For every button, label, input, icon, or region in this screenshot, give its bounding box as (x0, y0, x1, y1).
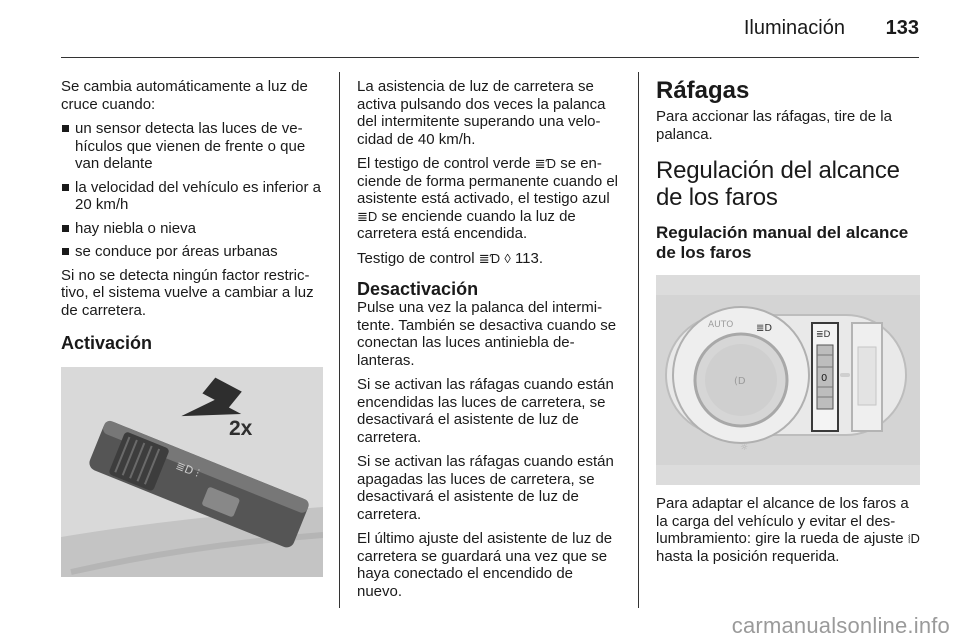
svg-text:☼: ☼ (740, 443, 749, 453)
page-header (61, 0, 919, 58)
condition-list (61, 120, 324, 261)
high-beam-icon: ≣D (357, 208, 378, 224)
deactivation-paragraph: Pulse una vez la palanca del intermitente. También se desactiva cuando se conectan las luces antiniebla delanteras. (357, 299, 617, 369)
list-item: hay niebla o nieva (61, 220, 324, 238)
memory-paragraph: El último ajuste del asistente de luz de carretera se guardará una vez que se haya conectado el encendido de nuevo. (357, 530, 613, 600)
intro-paragraph: Se cambia automáticamente a luz de cruce cuando: (61, 78, 308, 113)
svg-text:2x: 2x (229, 417, 253, 440)
heading-regulacion: Regulación del alcance de los faros (656, 157, 900, 211)
list-item: se conduce por áreas urbanas (61, 243, 324, 261)
headlight-range-icon: ⧙D (907, 531, 920, 546)
flash-on-paragraph: Si se activan las ráfagas cuando están encendidas las luces de carretera, se desactivará el asistente de luz de carretera. (357, 376, 614, 446)
column-2 (357, 78, 622, 607)
adjustment-paragraph: Para adaptar el alcance de los faros a la carga del vehículo y evitar el deslumbramiento: gire la rueda de ajuste ⧙D hasta la posición requerida. (656, 495, 920, 565)
watermark: carmanualsonline.info (731, 613, 950, 638)
flash-off-paragraph: Si se activan las ráfagas cuando están apagadas las luces de carretera, se desactivará el asistente de luz de carretera. (357, 453, 614, 523)
indicator-paragraph: El testigo de control verde ≣Ɗ se enciende de forma permanente cuando el asistente está activado, el testigo azul ≣D se enciende cuando la luz de carretera está encendida. (357, 155, 619, 242)
header-rule (61, 57, 919, 58)
svg-text:AUTO: AUTO (708, 320, 734, 330)
svg-text:0: 0 (821, 373, 828, 384)
rafagas-paragraph: Para accionar las ráfagas, tire de la palanca. (656, 108, 892, 143)
reference-paragraph: Testigo de control ≣Ɗ ◊ 113. (357, 249, 544, 267)
svg-text:≣D: ≣D (816, 330, 831, 340)
column-3 (656, 78, 920, 572)
column-1 (61, 78, 324, 577)
auto-high-beam-icon: ≣Ɗ (534, 156, 557, 171)
svg-text:≣D: ≣D (756, 323, 773, 334)
list-item: la velocidad del vehículo es inferior a 20 km/h (61, 179, 324, 214)
restriction-paragraph: Si no se detecta ningún factor restrictivo, el sistema vuelve a cambiar a luz de carretera. (61, 266, 314, 319)
column-divider-2 (638, 72, 639, 608)
heading-regulacion-manual: Regulación manual del alcance de los faros (656, 223, 909, 262)
page-reference-link[interactable]: 113. (514, 249, 544, 267)
column-divider-1 (339, 72, 340, 608)
heading-desactivacion: Desactivación (357, 279, 479, 299)
page-number: 133 (885, 17, 919, 39)
page-title: Iluminación (743, 17, 845, 39)
lever-illustration (61, 367, 323, 577)
heading-rafagas: Ráfagas (656, 77, 750, 104)
svg-text:≣D ⫶: ≣D ⫶ (173, 459, 202, 481)
light-switch-illustration (656, 275, 920, 485)
svg-text:(D: (D (734, 376, 746, 387)
page-reference-icon: ◊ (504, 250, 511, 266)
auto-high-beam-icon: ≣Ɗ (478, 250, 501, 266)
lever-illustration-svg (61, 367, 323, 577)
activation-paragraph: La asistencia de luz de carretera se activa pulsando dos veces la palanca del intermitente superando una velocidad de 40 km/h. (357, 78, 606, 148)
light-switch-svg (656, 275, 920, 485)
list-item: un sensor detecta las luces de vehículos que vienen de frente o que van delante (61, 120, 324, 173)
heading-activacion: Activación (61, 333, 153, 353)
